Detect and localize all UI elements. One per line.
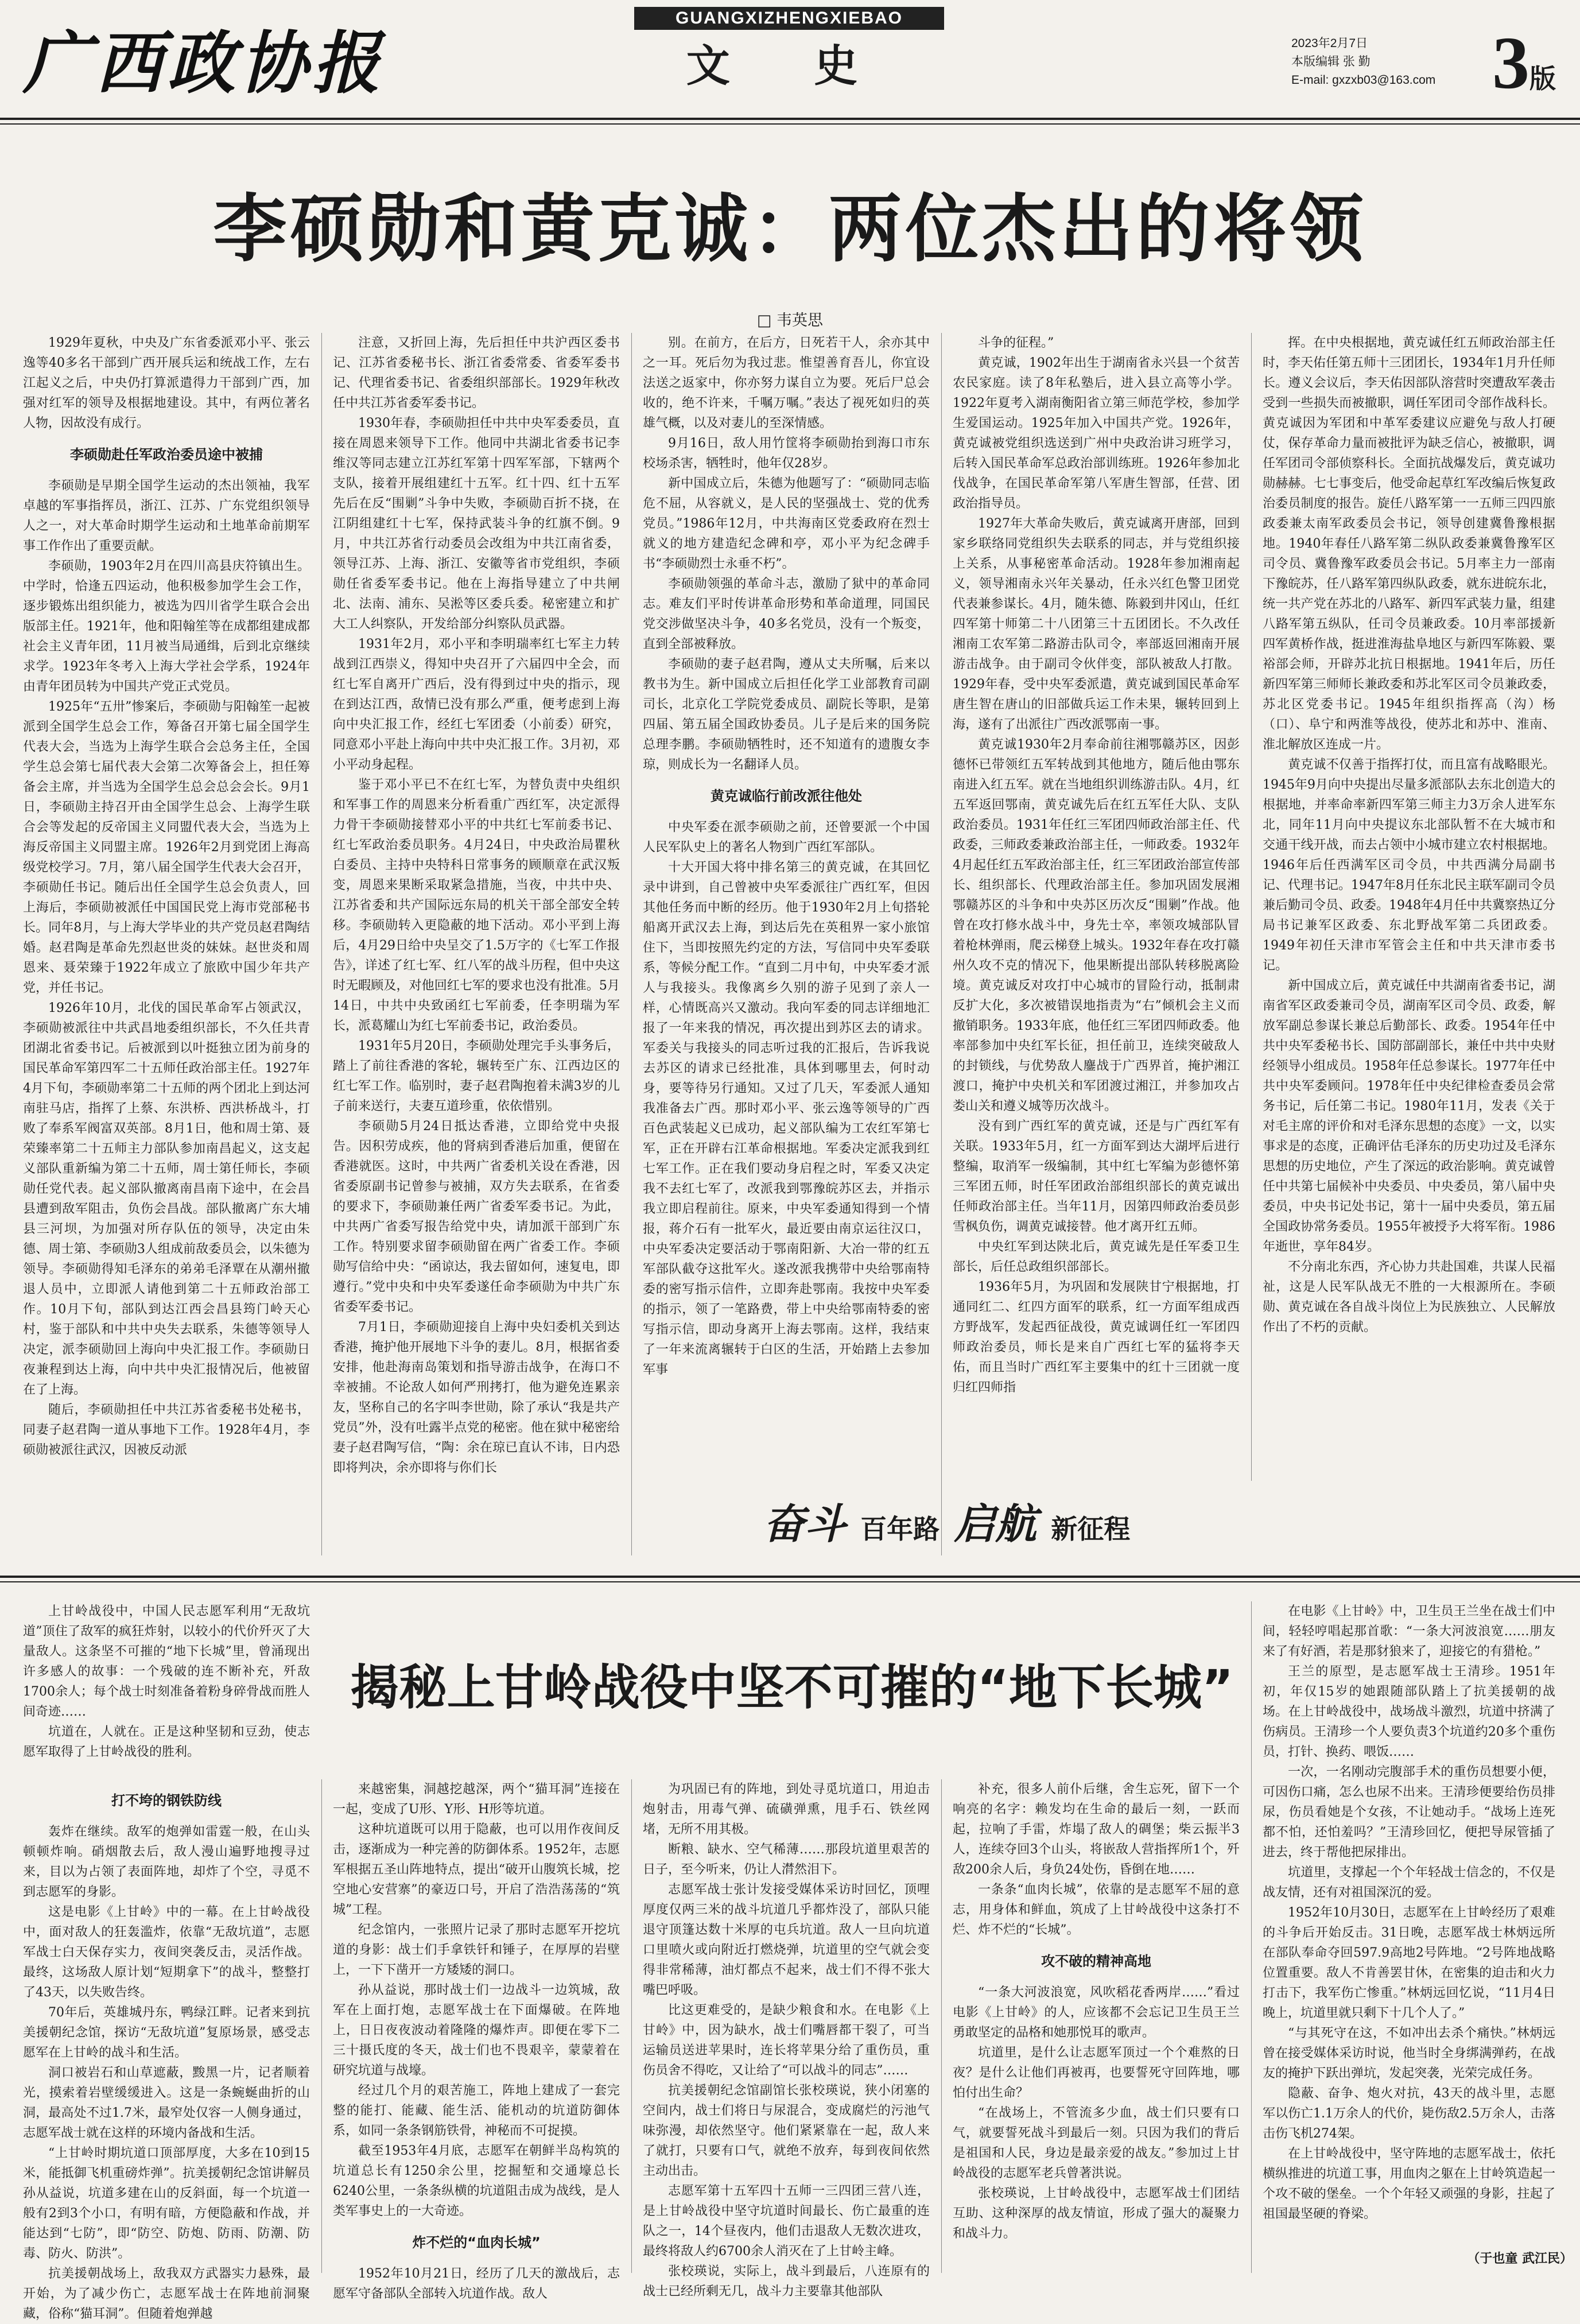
paragraph: 十大开国大将中排名第三的黄克诚，在其回忆录中讲到，自己曾被中央军委派往广西红军，但因其他任务而中断的经历。他于1930年2月上旬搭轮船离开武汉去上海，到达后先在英租界一家小旅馆住下，当即按照先约定的方法，写信同中央军委联系，等候分配工作。“直到二月中旬，中央军委才派人与我接头。我像离乡久别的游子见到了亲人一样，心情既高兴又激动。我向军委的同志详细地汇报了一年来我的情况，再次提出到苏区去的请求。军委关与我接头的同志听过我的汇报后，告诉我说去苏区的请求已经批准，具体到哪里去，何时动身，要等待另行通知。又过了几天，军委派人通知我准备去广西。那时邓小平、张云逸等领导的广西百色武装起义已成功，起义部队编为工农红军第七军，正在开辟右江革命根据地。军委决定派我到红七军工作。正在我们要动身启程之时，军委又决定我不去红七军了，改派我到鄂豫皖苏区去，并指示我立即启程前往。原来，中央军委通知得到一个情报，蒋介石有一批军火，最近要由南京运往汉口，中央军委决定要活动于鄂南阳新、大冶一带的红五军部队截夺这批军火。遂改派我携带中央给鄂南特委的密写指示信件，立即奔赴鄂南。我按中央军委的指示，领了一笔路费，带上中央给鄂南特委的密写指示信，即动身离开上海去鄂南。这样，我结束了一年来流离辗转于白区的生活，开始踏上去参加军事	[643, 860, 930, 1377]
article2-column-5	[1263, 1601, 1555, 2244]
column-divider	[941, 333, 942, 1555]
paragraph: 1931年2月，邓小平和李明瑞率红七军主力转战到江西崇义，得知中央召开了六届四中全会，而红七军自离开广西后，没有得到过中央的指示，现在到达江西，敌情已没有那么严重，便考虑到上海向中央汇报工作，经红七军团委（小前委）研究，同意邓小平赴上海向中共中央汇报工作。3月初，邓小平动身起程。	[333, 637, 620, 772]
page-editor: 本版编辑 张 勤	[1291, 55, 1371, 68]
paragraph: 一次，一名刚动完腹部手术的重伤员想要小便，可因伤口痛，怎么也尿不出来。王清珍便要给伤员排尿，伤员看她是个女孩，不让她动手。“战场上连死都不怕，还怕羞吗？”王清珍回忆，便把导尿管插了进去，终于帮他把尿排出。	[1263, 1765, 1555, 1860]
paragraph: 比这更难受的，是缺少粮食和水。在电影《上甘岭》中，因为缺水，战士们嘴唇都干裂了，可当运输员送进苹果时，连长将苹果分给了重伤员，重伤员舍不得吃，又让给了“可以战斗的同志”……	[643, 2003, 930, 2078]
paragraph: 这种坑道既可以用于隐蔽，也可以用作夜间反击，逐渐成为一种完善的防御体系。1952年，志愿军根据五圣山阵地特点，提出“破开山腹筑长城，挖空地心安营寨”的豪迈口号，开启了浩浩荡荡的“筑城”工程。	[333, 1822, 620, 1917]
paragraph: 1927年大革命失败后，黄克诚离开唐部，回到家乡联络同党组织失去联系的同志，并与党组织接上关系，从事秘密革命活动。1928年参加湘南起义，领导湘南永兴年关暴动，任永兴红色警卫团党代表兼参谋长。4月，随朱德、陈毅到井冈山，任红四军第十师第二十八团第三十五团团长。不久改任湘南工农军第二路游击队司令，率部返回湘南开展游击战争。由于副司令伙伴变，部队被敌人打散。1929年春，受中央军委派遣，黄克诚到国民革命军唐生智在唐山的旧部做兵运工作未果，辗转回到上海，遂有了出派往广西改派鄂南一事。	[953, 517, 1240, 732]
column-divider	[1251, 1601, 1252, 2273]
article-separator	[0, 1576, 1580, 1578]
paragraph: 黄克诚，1902年出生于湖南省永兴县一个贫苦农民家庭。读了8年私塾后，进入县立高等小学。1922年夏考入湖南衡阳省立第三师范学校，参加学生爱国运动。1925年加入中国共产党。1926年，黄克诚被党组织选送到广州中央政治讲习班学习，后转入国民革命军总政治部训练班。1926年参加北伐战争，在国民革命军第八军唐生智部，任营、团政治指导员。	[953, 356, 1240, 511]
paragraph: 抗美援朝纪念馆副馆长张校瑛说，狭小闭塞的空间内，战士们将日与尿混合，变成腐烂的污池气味弥漫，却依然坚守。他们紧紧靠在一起，敌人来了就打，只要有口气，就绝不放弃，每到夜间依然主动出击。	[643, 2084, 930, 2178]
paragraph: 隐蔽、奋争、炮火对抗，43天的战斗里，志愿军以伤亡1.1万余人的代价，毙伤敌2.5万余人，击落击伤飞机274架。	[1263, 2086, 1555, 2141]
article2-column-3	[643, 1779, 930, 2299]
paragraph: 张校瑛说，上甘岭战役中，志愿军战士们团结互助、这种深厚的战友情谊，形成了强大的凝聚力和战斗力。	[953, 2186, 1240, 2241]
subheading: 打不垮的钢铁防线	[111, 1793, 222, 1809]
subheading: 攻不破的精神高地	[1041, 1953, 1151, 1969]
article1-column-2	[333, 333, 620, 1561]
banner-part-1: 奋斗	[763, 1499, 847, 1548]
paragraph: 一条条“血肉长城”，依靠的是志愿军不屈的意志，用身体和鲜血，筑成了上甘岭战役中这条打不烂、炸不烂的“长城”。	[953, 1883, 1240, 1937]
paragraph: 鉴于邓小平已不在红七军，为替负责中央组织和军事工作的周恩来分析看重广西红军，决定派得力骨干李硕勋接替邓小平的中共红七军前委书记、红七军政治委员职务。4月24日，中央政治局瞿秋白委员、主持中央特科日常事务的顾顺章在武汉叛变，周恩来果断采取紧急措施，当夜，中共中央、江苏省委和共产国际远东局的机关干部全部安全转移。李硕勋转入更隐蔽的地下活动。邓小平到上海后，4月29日给中央呈交了1.5万字的《七军工作报告》，详述了红七军、红八军的战斗历程，但中央这时无暇顾及，对他回红七军的要求也没有批准。5月14日，中共中央致函红七军前委，任李明瑞为军长，派葛耀山为红七军前委书记，政治委员。	[333, 778, 620, 1033]
newspaper-logo: 广西政协报	[23, 23, 385, 103]
paragraph: “在战场上，不管流多少血，战士们只要有口气，就要誓死战斗到最后一刻。只因为我们的背后是祖国和人民，身边是最亲爱的战友。”参加过上甘岭战役的志愿军老兵曾著洪说。	[953, 2106, 1240, 2181]
paragraph: 9月16日，敌人用竹筐将李硕勋抬到海口市东校场杀害，牺牲时，他年仅28岁。	[643, 436, 930, 471]
article1-title: 李硕勋和黄克诚：两位杰出的将领	[213, 187, 1367, 272]
paragraph: 张校瑛说，实际上，战斗到最后，八连原有的战士已经所剩无几，战斗力主要靠其他部队	[643, 2264, 930, 2299]
article2-credit: （于也童 武江民）	[1467, 2251, 1573, 2266]
paragraph: 李硕勋是早期全国学生运动的杰出领袖，我军卓越的军事指挥员，浙江、江苏、广东党组织领导人之一，对大革命时期学生运动和土地革命前期军事工作作出了重要贡献。	[23, 479, 310, 553]
paragraph: 挥。在中央根据地，黄克诚任红五师政治部主任时，李天佑任第五师十三团团长，1934年1月升任师长。遵义会议后，李天佑因部队溶营时突遭敌军袭击受到一些损失而被撤职，调任军团司令部作战科长。黄克诚因为军团和中革军委建议应避免与敌人打硬仗，保存革命力量而被批评为缺乏信心，被撤职，调任军团司令部侦察科长。全面抗战爆发后，黄克诚功勋赫赫。七七事变后，他受命起草红军改编后恢复政治委员制度的报告。旋任八路军第一一五师三四四旅政委兼太南军政委员会书记，领导创建冀鲁豫根据地。1940年春任八路军第二纵队政委兼冀鲁豫军区司令员、冀鲁豫军政委员会书记。5月率主力一部南下豫皖苏，任八路军第四纵队政委，就东进皖东北，统一共产党在苏北的八路军、新四军武装力量，组建八路军第五纵队，任司令员兼政委。10月率部援新四军黄桥作战，挺进淮海盐阜地区与新四军陈毅、粟裕部会师，开辟苏北抗日根据地。1941年后，历任新四军第三师师长兼政委和苏北军区司令员兼政委，苏北区党委书记。1945年组织指挥高（沟）杨（口）、阜宁和两淮等战役，使苏北和苏中、淮南、淮北解放区连成一片。	[1263, 336, 1555, 752]
column-divider	[321, 333, 322, 1555]
paragraph: 在电影《上甘岭》中，卫生员王兰坐在战士们中间，轻轻哼唱起那首歌：“一条大河波浪宽……朋友来了有好酒，若是那豺狼来了，迎接它的有猎枪。”	[1263, 1604, 1555, 1659]
section-title: 文 史	[686, 40, 892, 91]
subheading: 炸不烂的“血肉长城”	[412, 2234, 541, 2251]
article2-title: 揭秘上甘岭战役中坚不可摧的“地下长城”	[350, 1659, 1234, 1716]
paragraph: 志愿军战士张计发接受媒体采访时回忆，顶哩厚度仅两三米的战斗坑道几乎都炸没了，部队只能退守顶篷达数十米厚的屯兵坑道。敌人一旦向坑道口里喷火或向附近打燃烧弹，坑道里的空气就会变得非常稀薄，油灯都点不起来，战士们不得不张大嘴巴呼吸。	[643, 1883, 930, 1997]
paragraph: 断粮、缺水、空气稀薄……那段坑道里艰苦的日子，至今听来，仍让人潸然泪下。	[643, 1842, 930, 1877]
paragraph: 1926年10月，北伐的国民革命军占领武汉，李硕勋被派往中共武昌地委组织部长，不久任共青团湖北省委书记。后被派到以叶挺独立团为前身的国民革命军第四军二十五师任政治部主任。1927年4月下旬，李硕勋率第二十五师的两个团北上到达河南驻马店，指挥了上蔡、东洪桥、西洪桥战斗，打败了奉系军阀富双英部。8月1日，他和周士第、聂荣臻率第二十五师主力部队参加南昌起义，这支起义部队重新编为第二十五师，周士第任师长，李硕勋任党代表。起义部队撤离南昌南下途中，在会昌县遭到敌军阻击，负伤会昌战。部队撤离广东大埔县三河坝，为加强对所存队伍的领导，决定由朱德、周士第、李硕勋3人组成前敌委员会，以朱德为领导。李硕勋得知毛泽东的弟弟毛泽覃在从潮州撤退人员中，立即派人请他到第二十五师政治部工作。10月下旬，部队到达江西会昌县筠门岭天心村，鉴于部队和中共中央失去联系，朱德等领导人决定，派李硕勋回上海向中央汇报工作。李硕勋日夜兼程到达上海，向中共中央汇报情况后，他被留在了上海。	[23, 1001, 310, 1397]
paragraph: 黄克诚1930年2月奉命前往湘鄂赣苏区，因彭德怀已带领红五军转战到其他地方，随后他由鄂东南进入红五军。就在当地组织训练游击队。4月，红五军返回鄂南，黄克诚先后在红五军任大队、支队政治委员。1931年任红三军团四师政治部主任、代政委，三师政委兼政治部主任，一师政委。1932年4月起任红五军政治部主任，红三军团政治部宣传部长、组织部长、代理政治部主任。参加巩固发展湘鄂赣苏区的斗争和中央苏区历次反“围剿”作战。他曾在攻打修水战斗中，身先士卒，率领攻城部队冒着枪林弹雨，爬云梯登上城头。1932年春在攻打赣州久攻不克的情况下，他果断提出部队转移脱离险境。黄克诚反对攻打中心城市的冒险行动，抵制肃反扩大化，多次被错误地指责为“右”倾机会主义而撤销职务。1933年底，他任红三军团四师政委。他率部参加中央红军长征，担任前卫，连续突破敌人的封锁线，与优势敌人鏖战于广西界首，掩护湘江渡口，掩护中央机关和军团渡过湘江，并参加攻占娄山关和遵义城等历次战斗。	[953, 738, 1240, 1113]
paragraph: 别。在前方，在后方，日死若干人，余亦其中之一耳。死后勿为我过悲。惟望善育吾儿，你宜设法送之返家中，你亦努力谋自立为要。死后尸总会收的，绝不许来，千嘱万嘱。”表达了视死如归的英雄气概，以及对妻儿的至深情感。	[643, 336, 930, 430]
issue-meta	[1291, 34, 1486, 90]
paragraph: 新中国成立后，黄克诚任中共湖南省委书记，湖南省军区政委兼司令员，湖南军区司令员、政委，解放军副总参谋长兼总后勤部长、政委。1954年任中共中央军委秘书长、国防部副部长，兼任中共中央财经领导小组成员。1958年任总参谋长。1977年任中共中央军委顾问。1978年任中央纪律检查委员会常务书记，后任第二书记。1980年11月，发表《关于对毛主席的评价和对毛泽东思想的态度》一文，以实事求是的态度，正确评估毛泽东的历史功过及毛泽东思想的历史地位，产生了深远的政治影响。黄克诚曾任中共第七届候补中央委员、中央委员，第八届中央委员，中央书记处书记，第十一届中央委员，第五届全国政协常务委员。1955年被授予大将军衔。1986年逝世，享年84岁。	[1263, 979, 1555, 1254]
paragraph: 1936年5月，为巩固和发展陕甘宁根据地，打通同红二、红四方面军的联系，红一方面军组成西方野战军，发起西征战役，黄克诚调任红一军团四师政治委员，师长是来自广西红七军的猛将李天佑，而且当时广西红军主要集中的红十三团就一度归红四师指	[953, 1280, 1240, 1395]
banner-part-4: 新征程	[1051, 1514, 1131, 1545]
paragraph: 孙从益说，那时战士们一边战斗一边筑城，敌军在上面打炮，志愿军战士在下面爆破。在阵地上，日日夜夜波动着隆隆的爆炸声。即便在零下二三十摄氏度的冬天，战士们也不畏艰辛，蒙蒙着在研究坑道与战壕。	[333, 1983, 620, 2078]
paragraph: 这是电影《上甘岭》中的一幕。在上甘岭战役中，面对敌人的狂轰滥炸，依靠“无敌坑道”，志愿军战士白天保存实力，夜间突袭反击，灵活作战。最终，这场敌人原计划“短期拿下”的战斗，整整打了43天，以失败告终。	[23, 1905, 310, 2000]
paragraph: 经过几个月的艰苦施工，阵地上建成了一套完整的能打、能藏、能生活、能机动的坑道防御体系，如同一条条钢筋铁骨，神秘而不可捉摸。	[333, 2084, 620, 2138]
masthead-rule-thin	[0, 123, 1580, 125]
column-divider	[631, 333, 632, 1555]
paragraph: 黄克诚不仅善于指挥打仗，而且富有战略眼光。1945年9月向中央提出尽量多派部队去东北创造大的根据地，并率命率新四军第三师主力3万余人进军东北，同年11月向中央提议东北部队暂不在大城市和交通干线开战，而去占领中小城市建立农村根据地。1946年后任西满军区司令员，中共西满分局副书记、代理书记。1947年8月任东北民主联军副司令员兼后勤司令员、政委。1948年4月任中共冀察热辽分局书记兼军区政委、东北野战军第二兵团政委。1949年初任天津市军管会主任和中共天津市委书记。	[1263, 758, 1555, 973]
masthead-rule	[0, 118, 1580, 120]
paragraph: 坑道里，是什么让志愿军顶过一个个难熬的日夜？是什么让他们再被再，也要誓死守回阵地，哪怕付出生命？	[953, 2046, 1240, 2100]
paragraph: 李硕勋5月24日抵达香港，立即给党中央报告。因积劳成疾，他的肾病到香港后加重，便留在香港就医。这时，中共两广省委机关设在香港，因省委原副书记曾参与被捕，双方失去联系，在省委的要求下，李硕勋兼任两广省委军委书记。为此，中共两广省委写报告给党中央，请加派干部到广东工作。特别要求留李硕勋留在两广省委工作。李硕勋写信给中央：“函谅达，我去留如何，速复电，即遵行。”党中央和中央军委遂任命李硕勋为中共广东省委军委书记。	[333, 1119, 620, 1314]
paragraph: 抗美援朝战场上，敌我双方武器实力悬殊，最开始，为了减少伤亡，志愿军战士在阵地前洞聚藏，俗称“猫耳洞”。但随着炮弹越	[23, 2267, 310, 2321]
column-divider	[1251, 333, 1252, 1481]
paragraph: “与其死守在这，不如冲出去杀个痛快。”林炳远曾在接受媒体采访时说，他当时全身绑满弹药，在战友的掩护下跃出弹坑，发起突袭，光荣完成任务。	[1263, 2026, 1555, 2081]
masthead-pinyin: GUANGXIZHENGXIEBAO	[634, 7, 944, 30]
paragraph: 斗争的征程。”	[978, 336, 1054, 350]
banner-part-3: 启航	[954, 1499, 1037, 1548]
paragraph: 李硕勋领强的革命斗志，激励了狱中的革命同志。难友们平时传讲革命形势和革命道理，同国民党交涉做坚决斗争，40多名党员，没有一个叛变，直到全部被释放。	[643, 577, 930, 651]
article2-column-2	[333, 1779, 620, 2301]
paragraph: 7月1日，李硕勋迎接自上海中央妇委机关到达香港，掩护他开展地下斗争的妻儿。8月，根据省委安排，他赴海南岛策划和指导游击战争，在海口不幸被捕。不论敌人如何严刑拷打，他为避免连累亲友，坚称自己的名字叫李世勋，除了承认“我是共产党员”外，没有吐露半点党的秘密。他在狱中秘密给妻子赵君陶写信，“陶：余在琼已直认不讳，日内恐即将判决，余亦即将与你们长	[333, 1320, 620, 1475]
paragraph: 1931年5月20日，李硕勋处理完手头事务后，踏上了前往香港的客轮，辗转至广东、江西边区的红七军工作。临别时，妻子赵君陶抱着未满3岁的儿子前来送行，夫妻互道珍重，依依惜别。	[333, 1039, 620, 1113]
paragraph: 洞口被岩石和山草遮蔽，黢黑一片，记者顺着光，摸索着岩壁缓缓进入。这是一条蜿蜒曲折的山洞，最高处不过1.7米，最窄处仅容一人侧身通过，志愿军战士就在这样的环境内备战和生活。	[23, 2066, 310, 2140]
column-divider	[631, 1779, 632, 2273]
article1-column-4	[953, 333, 1240, 1481]
paragraph: 随后，李硕勋担任中共江苏省委秘书处秘书，同妻子赵君陶一道从事地下工作。1928年4月，李硕勋被派往武汉，因被反动派	[23, 1403, 310, 1457]
paragraph: 在上甘岭战役中，坚守阵地的志愿军战士，依托横纵推进的坑道工事，用血肉之躯在上甘岭筑造起一个攻不破的堡垒。一个个年轻又顽强的身影，拄起了祖国最坚硬的脊梁。	[1263, 2147, 1555, 2221]
paragraph: 为巩固已有的阵地，到处寻觅坑道口，用迫击炮射击，用毒气弹、硫磺弹熏，甩手石、铁丝网堵，无所不用其极。	[643, 1782, 930, 1837]
article2-column-4	[953, 1779, 1240, 2273]
paragraph: 1929年夏秋，中央及广东省委派邓小平、张云逸等40多名干部到广西开展兵运和统战工作，左右江起义之后，中央仍打算派遣得力干部到广西，加强对红军的领导及根据地建设。其中，有两位著名人物，因故没有成行。	[23, 336, 310, 430]
paragraph: 70年后，英雄城丹东，鸭绿江畔。记者来到抗美援朝纪念馆，探访“无敌坑道”复原场景，感受志愿军在上甘岭的战斗和生活。	[23, 2005, 310, 2060]
paragraph: 王兰的原型，是志愿军战士王清珍。1951年初，年仅15岁的她跟随部队踏上了抗美援朝的战场。在上甘岭战役中，战场战斗激烈，坑道中挤满了伤病员。王清珍一个人要负责3个坑道约20多个重伤员，打针、换药、喂饭……	[1263, 1665, 1555, 1759]
page-unit: 版	[1529, 64, 1556, 94]
slogan-banner	[763, 1489, 1366, 1558]
paragraph: 1952年10月30日，志愿军在上甘岭经历了艰难的斗争后开始反击。31日晚，志愿军战士林炳远所在部队奉命夺回597.9高地2号阵地。“2号阵地战略位置重要。敌人不肯善罢甘休，在密集的迫击和火力打击下，我军伤亡惨重。”林炳远回忆说，“11月4日晚上，坑道里就只剩下十几个人了。”	[1263, 1906, 1555, 2020]
page-number	[1492, 17, 1567, 109]
column-divider	[321, 1779, 322, 2273]
paragraph: 李硕勋的妻子赵君陶，遵从丈夫所嘱，后来以教书为生。新中国成立后担任化学工业部教育司副司长，北京化工学院党委成员、副院长等职，是第四届、第五届全国政协委员。儿子是后来的国务院总理李鹏。李硕勋牺牲时，还不知道有的遗腹女李琼，则成长为一名翻译人员。	[643, 657, 930, 772]
article1-author: □ 韦英思	[756, 312, 824, 329]
paragraph: 1952年10月21日，经历了几天的激战后，志愿军守备部队全部转入坑道作战。敌人	[333, 2267, 620, 2301]
paragraph: 坑道里，支撑起一个个年轻战士信念的，不仅是战友情，还有对祖国深沉的爱。	[1263, 1865, 1555, 1900]
paragraph: 没有到广西红军的黄克诚，还是与广西红军有关联。1933年5月，红一方面军到达大湖坪后进行整编，取消军一级编制，其中红七军编为彭德怀第三军团五师，时任军团政治部组织部长的黄克诚出任师政治部主任。当年11月，因第四师政治委员彭雪枫负伤，调黄克诚接替。他才离开红五师。	[953, 1119, 1240, 1234]
article2-column-1	[23, 1779, 310, 2321]
paragraph: 不分南北东西，齐心协力共赴国难，共谋人民福祉，这是人民军队战无不胜的一大根源所在。李硕勋、黄克诚在各自战斗岗位上为民族独立、人民解放作出了不朽的贡献。	[1263, 1260, 1555, 1334]
paragraph: 截至1953年4月底，志愿军在朝鲜半岛构筑的坑道总长有1250余公里，挖掘堑和交通壕总长6240公里，一条条纵横的坑道阻击成为战线，是人类军事史上的一大奇迹。	[333, 2144, 620, 2218]
editor-email: E-mail: gxzxb03@163.com	[1291, 73, 1436, 87]
paragraph: 李硕勋，1903年2月在四川高县庆符镇出生。中学时，恰逢五四运动，他积极参加学生会工作，逐步锻炼出组织能力，被选为四川省学生联合会出版部主任。1921年，他和阳翰笙等在成都组建成都社会主义青年团，11月被当局通缉，后到北京继续求学。1923年冬考入上海大学社会学系，1924年由青年团员转为中国共产党正式党员。	[23, 559, 310, 694]
paragraph: 补充，很多人前仆后继，舍生忘死，留下一个响亮的名字：赖发均在生命的最后一刻，一跃而起，拉响了手雷，炸塌了敌人的碉堡；柴云振半3人，连续夺回3个山头，将嵌敌人营指挥所1个，歼敌200余人后，身负24处伤，昏倒在地……	[953, 1782, 1240, 1877]
paragraph: 中央红军到达陕北后，黄克诚先是任军委卫生部长，后任总政组织部部长。	[953, 1240, 1240, 1274]
article1-column-3	[643, 333, 930, 1561]
banner-part-2: 百年路	[860, 1514, 940, 1545]
article-separator-thin	[0, 1581, 1580, 1582]
subheading: 黄克诚临行前改派往他处	[711, 788, 862, 804]
paragraph: 来越密集，洞越挖越深，两个“猫耳洞”连接在一起，变成了U形、Y形、H形等坑道。	[333, 1782, 620, 1817]
article2-intro	[23, 1601, 310, 1774]
paragraph: 新中国成立后，朱德为他题写了：“硕勋同志临危不屈，从容就义，是人民的坚强战士、党的优秀党员。”1986年12月，中共海南区党委政府在烈士就义的地方建造纪念碑和亭，邓小平为纪念碑手书“李硕勋烈士永垂不朽”。	[643, 476, 930, 571]
article1-column-5	[1263, 333, 1555, 1481]
paragraph: 轰炸在继续。敌军的炮弹如雷霆一般，在山头顿顿炸响。硝烟散去后，敌人漫山遍野地搜寻过来，目以为占领了表面阵地，却炸了个空，寻觅不到志愿军的身影。	[23, 1825, 310, 1899]
paragraph: “一条大河波浪宽，风吹稻花香两岸……”看过电影《上甘岭》的人，应该都不会忘记卫生员王兰勇敢坚定的品格和她那悦耳的歌声。	[953, 1985, 1240, 2040]
paragraph: 志愿军第十五军四十五师一三四团三营八连，是上甘岭战役中坚守坑道时间最长、伤亡最重的连队之一，14个昼夜内，他们击退敌人无数次进攻，最终将敌人约6700余人消灭在了上甘岭主峰。	[643, 2184, 930, 2259]
issue-date: 2023年2月7日	[1291, 37, 1368, 50]
page-number-value: 3	[1492, 22, 1529, 104]
subheading: 李硕勋赴任军政治委员途中被捕	[70, 447, 263, 463]
paragraph: “上甘岭时期坑道口顶部厚度，大多在10到15米，能抵御飞机重磅炸弹”。抗美援朝纪念馆讲解员孙从益说，坑道多建在山的反斜面，每一个坑道一般有2到3个小口，有明有暗，方便隐蔽和作战，并能达到“七防”，即“防空、防炮、防雨、防潮、防毒、防火、防洪”。	[23, 2146, 310, 2261]
paragraph: 注意，又折回上海，先后担任中共沪西区委书记、江苏省委秘书长、浙江省委常委、省委军委书记、代理省委书记、省委组织部部长。1929年秋改任中共江苏省委军委书记。	[333, 336, 620, 410]
paragraph: 1930年春，李硕勋担任中共中央军委委员，直接在周恩来领导下工作。他同中共湖北省委书记李维汉等同志建立江苏红军第十四军军部，下辖两个支队，接着开展组建红十五军。红十四、红十五军先后在反“围剿”斗争中失败，李硕勋百折不挠，在江阴组建红十七军，保持武装斗争的红旗不倒。9月，中共江苏省行动委员会改组为中共江南省委，领导江苏、上海、浙江、安徽等省市党组织，李硕勋任省委军委书记。他在上海指导建立了中共闸北、法南、浦东、吴淞等区委兵委。秘密建立和扩大工人纠察队，开发给部分纠察队员武器。	[333, 416, 620, 631]
paragraph: 纪念馆内，一张照片记录了那时志愿军开挖坑道的身影：战士们手拿铁钎和锤子，在厚厚的岩壁上，一下下凿开一方矮矮的洞口。	[333, 1923, 620, 1977]
article1-column-1	[23, 333, 310, 1561]
paragraph: 中央军委在派李硕勋之前，还曾要派一个中国人民军队史上的著名人物到广西红军部队。	[643, 820, 930, 855]
article2-intro-text: 上甘岭战役中，中国人民志愿军利用“无敌坑道”顶住了敌军的疯狂炸射，以较小的代价歼灭了大量敌人。这条坚不可摧的“地下长城”里，曾涌现出许多感人的故事：一个残破的连不断补充，歼敌1700余人；每个战士时刻准备着粉身碎骨战而胜人间奇迹……	[23, 1604, 310, 1719]
article2-intro-text-2: 坑道在，人就在。正是这种坚韧和豆劲，使志愿军取得了上甘岭战役的胜利。	[23, 1725, 310, 1759]
column-divider	[941, 1779, 942, 2273]
paragraph: 1925年“五卅”惨案后，李硕勋与阳翰笙一起被派到全国学生总会工作，筹备召开第七届全国学生代表大会，当选为上海学生联合会总务主任，全国学生总会第七届代表大会第二次筹备会上，担任筹备会主席，并当选为全国学生总会总会会长。9月1日，李硕勋主持召开由全国学生总会、上海学生联合会等发起的反帝国主义同盟代表大会，当选为上海反帝国主义同盟主席。1926年2月到党团上海高级党校学习。7月，第八届全国学生代表大会召开，李硕勋任书记。随后出任全国学生总会负责人，回上海后，李硕勋被派任中国国民党上海市党部秘书长。同年8月，与上海大学毕业的共产党员赵君陶结婚。赵君陶是革命先烈赵世炎的妹妹。赵世炎和周恩来、聂荣臻于1922年成立了旅欧中国少年共产党，并任书记。	[23, 700, 310, 995]
